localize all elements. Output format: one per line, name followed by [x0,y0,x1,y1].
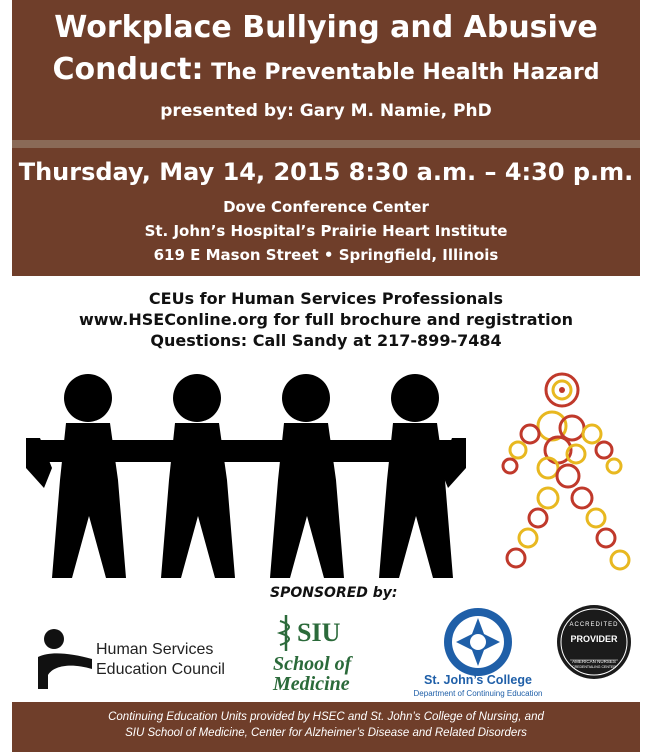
hsec-logo-icon [36,625,96,691]
event-datetime: Thursday, May 14, 2015 8:30 a.m. – 4:30 p.m. [18,158,634,186]
title-line-1: Workplace Bullying and Abusive [54,10,598,45]
header-divider [12,140,640,148]
accredited-line-5: CREDENTIALING CENTER [572,665,616,669]
presenter: presented by: Gary M. Namie, PhD [160,101,492,121]
siu-school-line-1: School of [273,653,352,675]
footer-line-2: SIU School of Medicine, Center for Alzheimer’s Disease and Related Disorders [125,727,527,739]
sponsored-heading: SPONSORED by: [270,585,398,601]
ceu-line: CEUs for Human Services Professionals [148,289,504,308]
accredited-line-1: ACCREDITED [569,622,619,628]
title-conduct: Conduct: [52,52,204,87]
sjc-name: St. John’s College [424,673,532,687]
title-line-2 [12,52,640,87]
venue-building: St. John’s Hospital’s Prairie Heart Institute [144,222,508,240]
website-line[interactable]: www.HSEConline.org for full brochure and registration [78,310,574,329]
accredited-line-4: AMERICAN NURSES [572,659,616,664]
venue-name: Dove Conference Center [223,198,429,216]
hsec-name-line-2: Education Council [96,661,225,678]
siu-school-line-2: Medicine [273,673,350,695]
sjc-department: Department of Continuing Education [413,689,543,698]
hsec-name-line-1: Human Services [96,641,214,658]
footer-line-1: Continuing Education Units provided by HSEC and St. John’s College of Nursing, and [108,711,544,723]
paper-doll-chain-icon [26,368,466,578]
siu-caduceus-icon [276,613,296,653]
venue-address: 619 E Mason Street • Springfield, Illinois [153,246,499,264]
accredited-line-2: PROVIDER [570,634,618,644]
st-johns-seal-icon [440,604,516,680]
questions-line: Questions: Call Sandy at 217-899-7484 [150,331,502,350]
title-subtitle: The Preventable Health Hazard [203,60,600,85]
circle-pattern-person-icon [496,368,636,578]
siu-name: SIU [297,618,341,647]
